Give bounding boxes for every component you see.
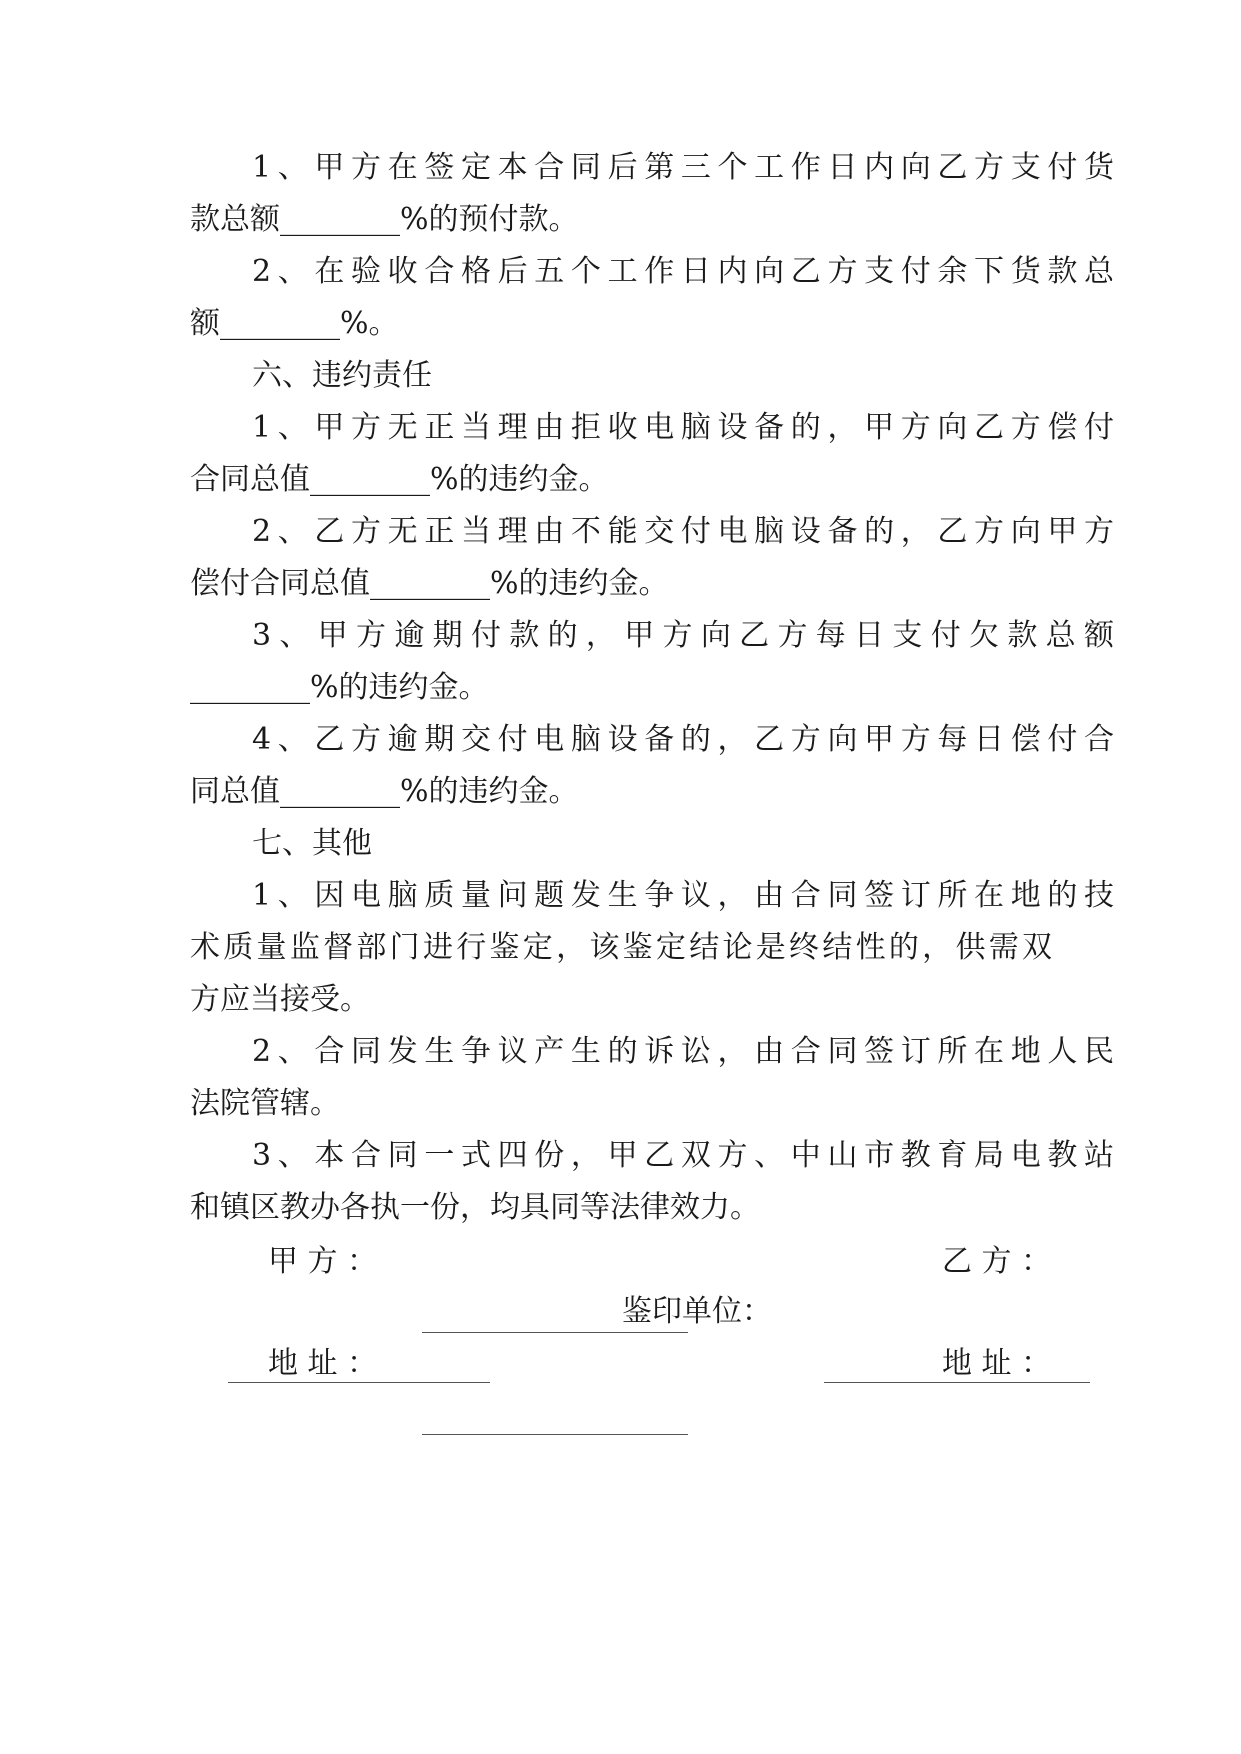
- party-a-label: 甲 方 ：: [268, 1244, 378, 1279]
- other-item-2-line-2: 法院管辖。: [190, 1086, 340, 1121]
- address-a-label: 地 址 ：: [268, 1346, 378, 1381]
- other-item-1-line-2: 术质量监督部门进行鉴定，该鉴定结论是终结性的，供需双: [190, 930, 1052, 965]
- breach-item-1-line-1: 1、甲方无正当理由拒收电脑设备的，甲方向乙方偿付: [252, 410, 1114, 445]
- address-a-blank: [384, 1334, 688, 1516]
- breach-item-2-line-2: 偿付合同总值________%的违约金。: [190, 566, 669, 601]
- section-heading-breach: 六、违约责任: [252, 358, 432, 393]
- payment-item-1-line-1: 1、甲方在签定本合同后第三个工作日内向乙方支付货: [252, 150, 1114, 185]
- address-b-label: 地 址 ：: [942, 1346, 1052, 1381]
- payment-item-1-line-2: 款总额________%的预付款。: [190, 202, 579, 237]
- breach-item-3-line-2: ________%的违约金。: [190, 670, 489, 705]
- other-item-1-line-3: 方应当接受。: [190, 982, 370, 1017]
- payment-item-2-line-1: 2、在验收合格后五个工作日内向乙方支付余下货款总: [252, 254, 1114, 289]
- section-heading-other: 七、其他: [252, 826, 372, 861]
- other-item-3-line-2: 和镇区教办各执一份，均具同等法律效力。: [190, 1190, 760, 1225]
- other-item-3-line-1: 3、本合同一式四份，甲乙双方、中山市教育局电教站: [252, 1138, 1114, 1173]
- address-a-underline: [422, 1394, 688, 1435]
- other-item-1-line-1: 1、因电脑质量问题发生争议，由合同签订所在地的技: [252, 878, 1114, 913]
- party-b-label: 乙 方 ：: [942, 1244, 1052, 1279]
- payment-item-2-line-2: 额________%。: [190, 306, 399, 341]
- breach-item-3-line-1: 3、甲方逾期付款的，甲方向乙方每日支付欠款总额: [252, 618, 1114, 653]
- breach-item-4-line-2: 同总值________%的违约金。: [190, 774, 579, 809]
- other-item-2-line-1: 2、合同发生争议产生的诉讼，由合同签订所在地人民: [252, 1034, 1114, 1069]
- breach-item-1-line-2: 合同总值________%的违约金。: [190, 462, 609, 497]
- breach-item-2-line-1: 2、乙方无正当理由不能交付电脑设备的，乙方向甲方: [252, 514, 1114, 549]
- breach-item-4-line-1: 4、乙方逾期交付电脑设备的，乙方向甲方每日偿付合: [252, 722, 1114, 757]
- seal-unit-label: 鉴印单位：: [622, 1294, 772, 1329]
